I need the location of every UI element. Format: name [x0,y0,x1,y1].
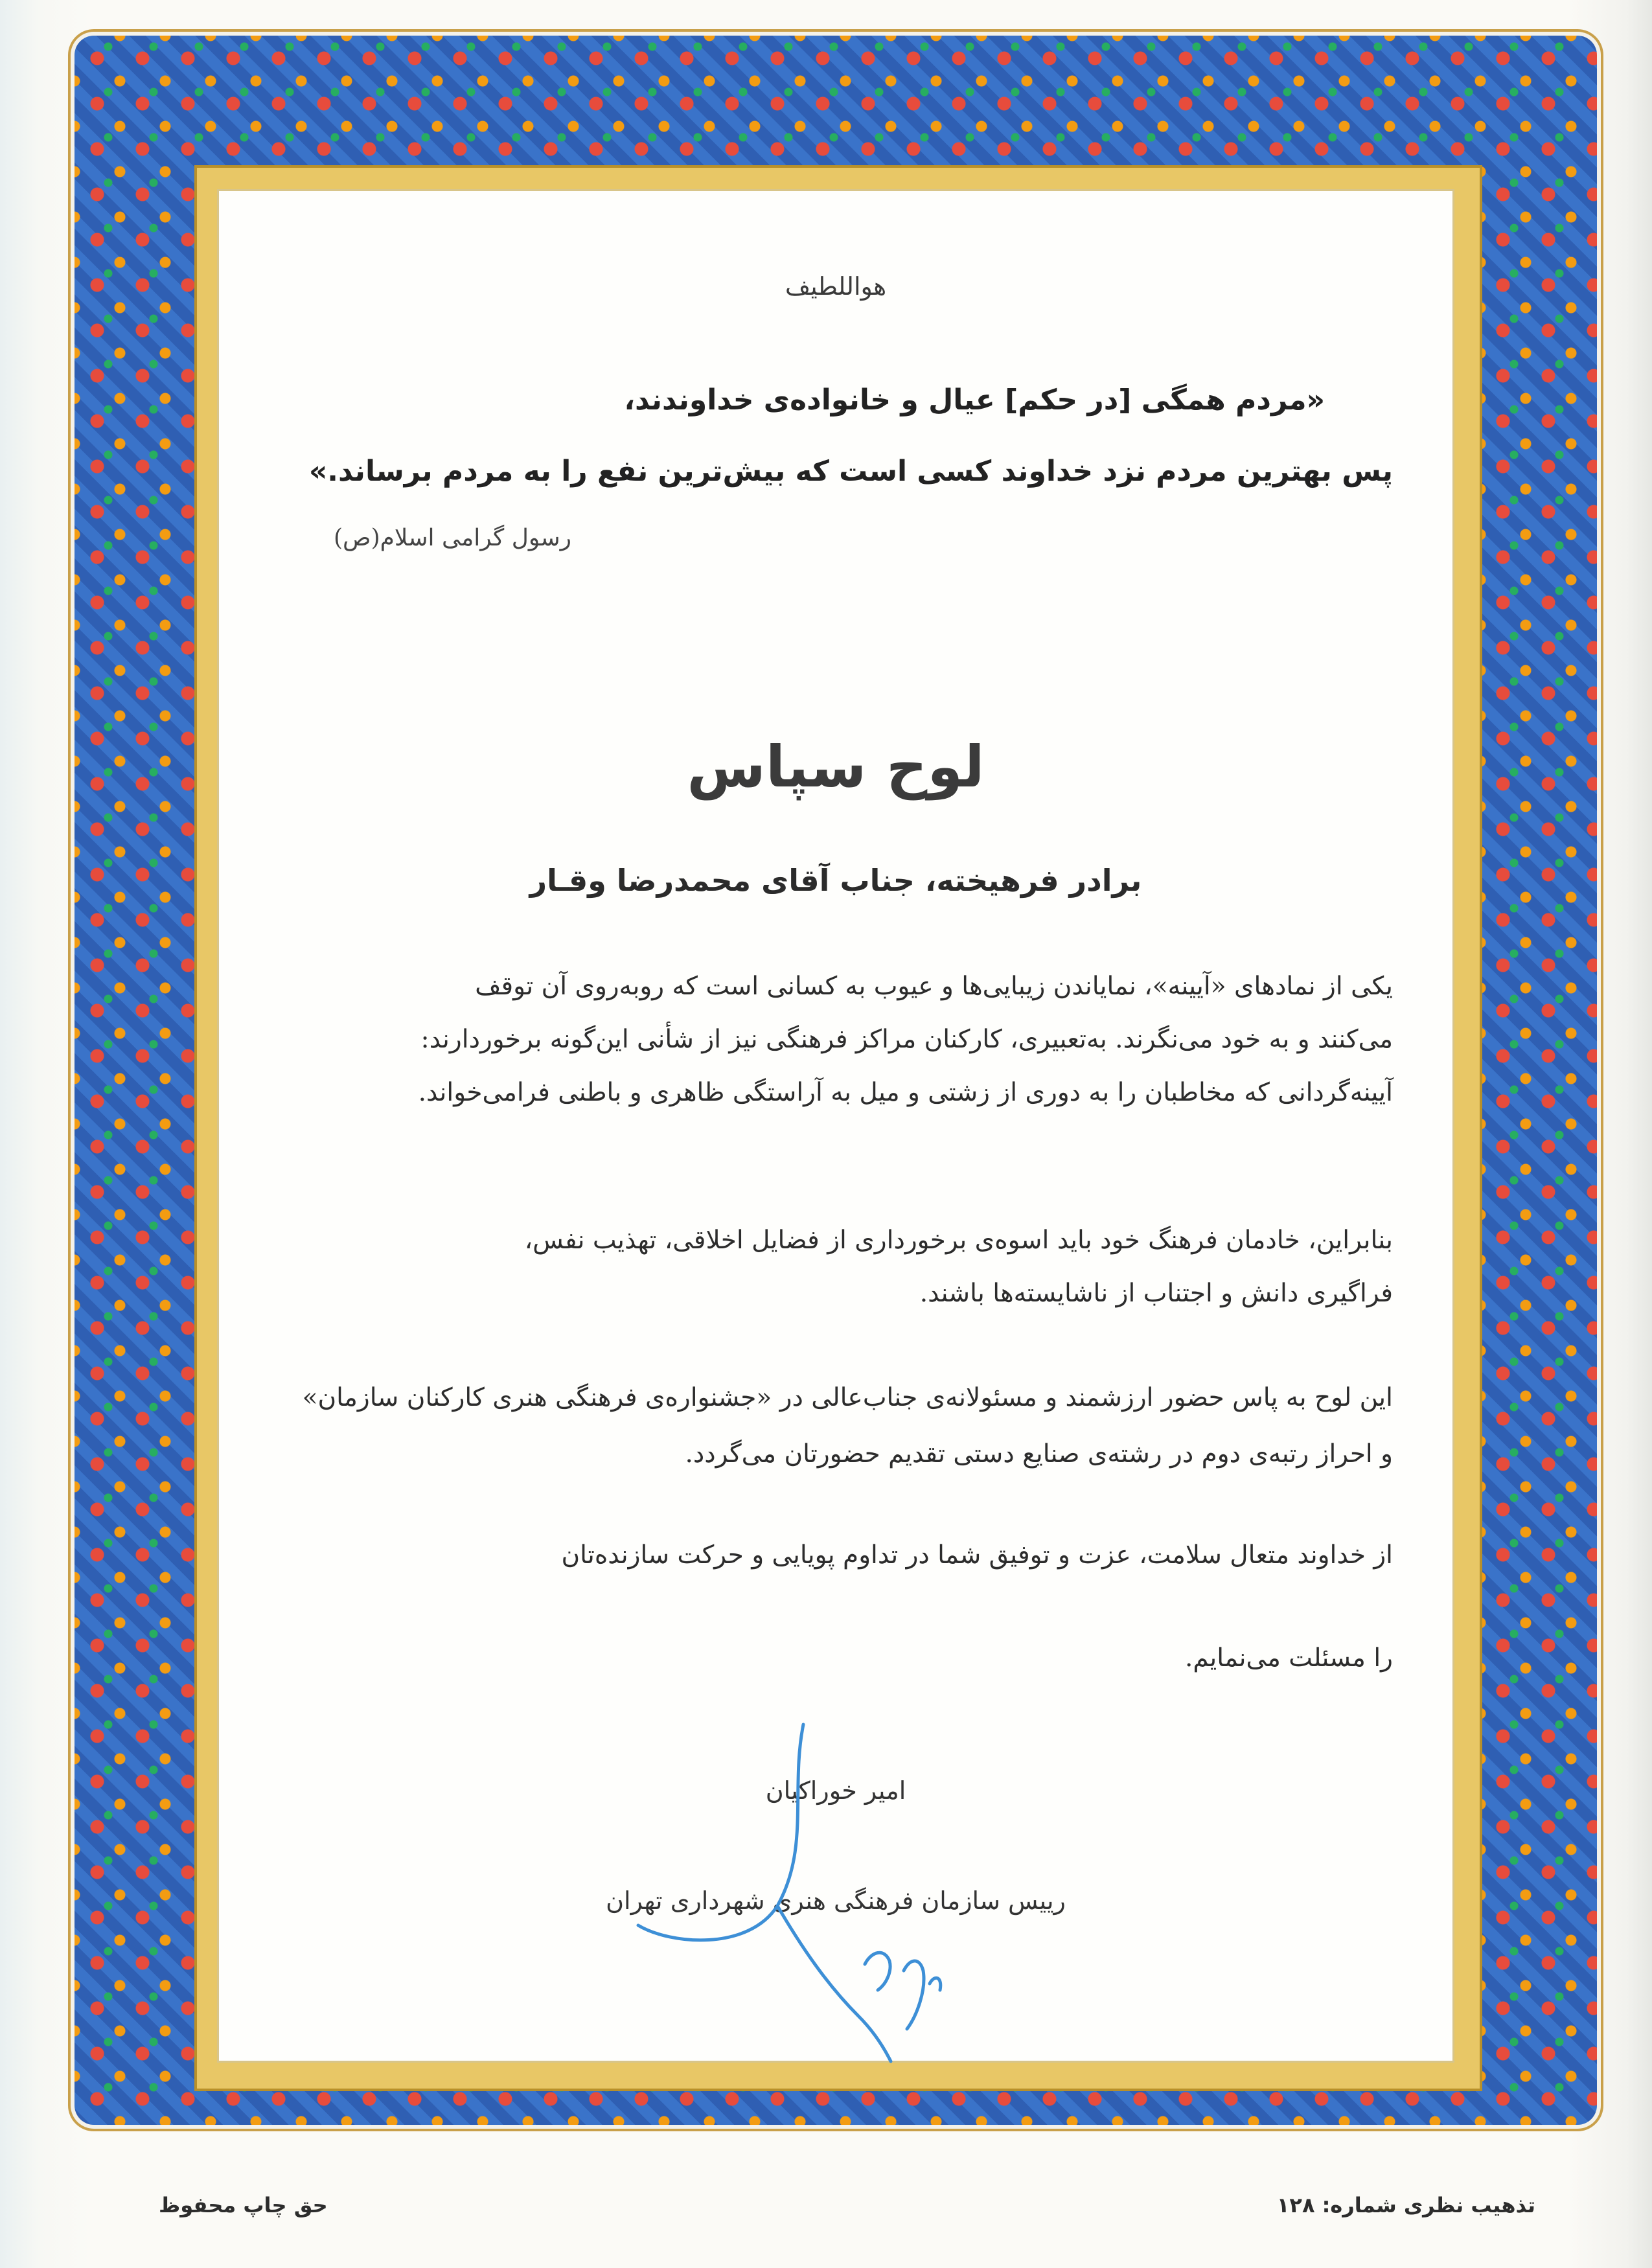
signer-title: رییس سازمان فرهنگی هنری شهرداری تهران [606,1886,1066,1915]
copyright-notice: حق چاپ محفوظ [159,2193,328,2217]
hadith-line-2: پس بهترین مردم نزد خداوند کسی است که بیش‌ترین نفع را به مردم برساند.» [308,455,1393,488]
paragraph-2-line: فراگیری دانش و اجتناب از ناشایسته‌ها باشند. [919,1279,1393,1308]
addressee: برادر فرهیخته، جناب آقای محمدرضا وقـار [529,863,1142,898]
hadith-attribution: رسول گرامی اسلام(ص) [334,525,572,551]
paragraph-2-line: بنابراین، خادمان فرهنگ خود باید اسوه‌ی برخورداری از فضایل اخلاقی، تهذیب نفس، [524,1226,1393,1255]
paragraph-4: از خداوند متعال سلامت، عزت و توفیق شما در تداوم پویایی و حرکت سازنده‌تان [561,1541,1393,1570]
paragraph-1-line: آیینه‌گردانی که مخاطبان را به دوری از زشتی و میل به آراستگی ظاهری و باطنی فرامی‌خواند. [418,1078,1393,1107]
paragraph-1-line: می‌کنند و به خود می‌نگرند. به‌تعبیری، کارکنان مراکز فرهنگی نیز از شأنی این‌گونه برخوردارند: [420,1025,1393,1054]
paragraph-3-line: و احراز رتبه‌ی دوم در رشته‌ی صنایع دستی تقدیم حضورتان می‌گردد. [685,1439,1393,1469]
hadith-line-1: «مردم همگی [در حکم] عیال و خانواده‌ی خداوندند، [624,384,1325,417]
certificate-body [217,189,1454,2063]
paragraph-3-line: این لوح به پاس حضور ارزشمند و مسئولانه‌ی جناب‌عالی در «جشنواره‌ی فرهنگی هنری کارکنان سازمان» [302,1383,1393,1412]
paragraph-5: را مسئلت می‌نمایم. [1184,1644,1393,1673]
paragraph-1-line: یکی از نمادهای «آیینه»، نمایاندن زیبایی‌ها و عیوب به کسانی است که روبه‌روی آن توقف [475,972,1393,1001]
handwritten-signature [580,1712,1033,2074]
signer-name: امیر خوراکیان [765,1776,906,1805]
invocation: هواللطیف [785,272,887,301]
print-number: تذهیب نظری شماره: ۱۲۸ [1276,2193,1535,2217]
certificate-title: لوح سپاس [687,733,985,800]
